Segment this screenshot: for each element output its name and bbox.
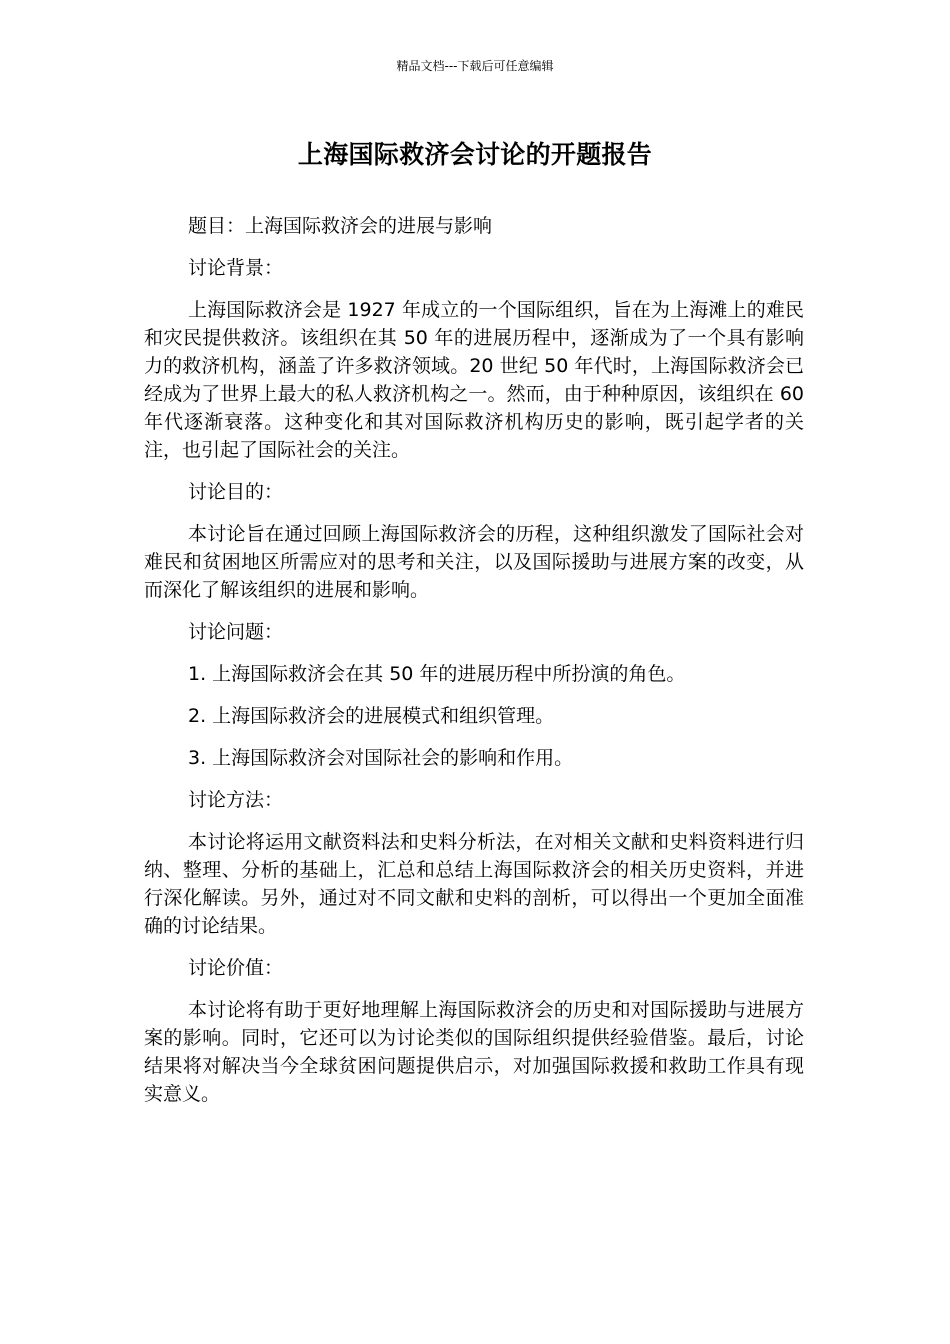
- question-item-3: 3. 上海国际救济会对国际社会的影响和作用。: [188, 747, 574, 769]
- background-heading: 讨论背景：: [188, 257, 284, 279]
- document-body: [144, 212, 804, 1122]
- question-item-1: 1. 上海国际救济会在其 50 年的进展历程中所扮演的角色。: [188, 663, 686, 685]
- question-item-2: 2. 上海国际救济会的进展模式和组织管理。: [188, 705, 555, 727]
- topic-line: 题目：上海国际救济会的进展与影响: [188, 215, 493, 237]
- value-paragraph: 本讨论将有助于更好地理解上海国际救济会的历史和对国际援助与进展方案的影响。同时，它还可以为讨论类似的国际组织提供经验借鉴。最后，讨论结果将对解决当今全球贫困问题提供启示，对加强国际救援和救助工作具有现实意义。: [144, 999, 804, 1105]
- background-paragraph: 上海国际救济会是 1927 年成立的一个国际组织，旨在为上海滩上的难民和灾民提供救济。该组织在其 50 年的进展历程中，逐渐成为了一个具有影响力的救济机构，涵盖了许多救济领域。20 世纪 50 年代时，上海国际救济会已经成为了世界上最大的私人救济机构之一。然而，由于种种原因，该组织在 60 年代逐渐衰落。这种变化和其对国际救济机构历史的影响，既引起学者的关注，也引起了国际社会的关注。: [144, 299, 804, 461]
- value-heading: 讨论价值：: [188, 957, 284, 979]
- purpose-paragraph: 本讨论旨在通过回顾上海国际救济会的历程，这种组织激发了国际社会对难民和贫困地区所需应对的思考和关注，以及国际援助与进展方案的改变，从而深化了解该组织的进展和影响。: [144, 523, 804, 601]
- purpose-heading: 讨论目的：: [188, 481, 284, 503]
- method-paragraph: 本讨论将运用文献资料法和史料分析法，在对相关文献和史料资料进行归纳、整理、分析的基础上，汇总和总结上海国际救济会的相关历史资料，并进行深化解读。另外，通过对不同文献和史料的剖析，可以得出一个更加全面准确的讨论结果。: [144, 831, 804, 937]
- document-title: 上海国际救济会讨论的开题报告: [297, 140, 653, 169]
- questions-heading: 讨论问题：: [188, 621, 284, 643]
- method-heading: 讨论方法：: [188, 789, 284, 811]
- page-header: 精品文档---下载后可任意编辑: [396, 59, 554, 73]
